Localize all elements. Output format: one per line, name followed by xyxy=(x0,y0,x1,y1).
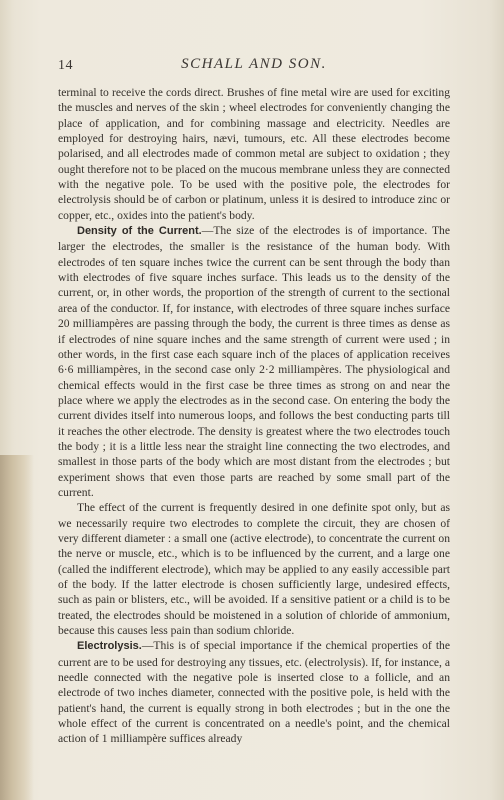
paragraph-effect-of-current xyxy=(58,500,450,638)
page-edge-stain xyxy=(0,455,34,800)
page-header xyxy=(58,56,450,78)
paragraph-text: —This is of special importance if the chemical properties of the current are to be used for destroying any tissues, etc. (electrolysis). If, for instance, a needle connected with the negative pole is inserted close to a follicle, and an electrode of two inches diameter, connected with the positive pole, is held with the patient's hand, the current is equally strong in both electrodes ; but in the one the whole effect of the current is concentrated on a needle's point, and the chemical action of 1 milliampère suffices already xyxy=(58,639,450,746)
section-heading-density: Density of the Current. xyxy=(77,225,202,238)
paragraph-text: terminal to receive the cords direct. Brushes of fine metal wire are used for exciting the muscles and nerves of the skin ; wheel electrodes for conveniently changing the place of application, and for combining massage and electricity. Needles are employed for destroying hairs, nævi, tumours, etc. All these electrodes become polarised, and all electrodes made of common metal are subject to oxidation ; they ought therefore not to be placed on the mucous membrane unless they are connected with the negative pole. To be used with the positive pole, the electrodes for electrolysis should be of carbon or platinum, unless it is desired to introduce zinc or copper, etc., oxides into the patient's body. xyxy=(58,86,450,222)
section-heading-electrolysis: Electrolysis. xyxy=(77,640,142,653)
page-number: 14 xyxy=(58,58,73,73)
paragraph-electrodes-continued xyxy=(58,85,450,223)
paragraph-density-of-current xyxy=(58,223,450,500)
body-text xyxy=(58,85,450,747)
paragraph-text: —The size of the electrodes is of importance. The larger the electrodes, the smaller is the resistance of the human body. With electrodes of ten square inches twice the current can be sent through the body than with electrodes of five square inches surface. This leads us to the density of the current, or, in other words, the proportion of the strength of current to the sectional area of the conductor. If, for instance, with electrodes of three square inches surface 20 milliampères are passing through the body, the current is three times as dense as if electrodes of nine square inches and the same strength of current were used ; in other words, in the first case each square inch of the places of application receives 6·6 milliampères, in the second case only 2·2 milliampères. The physiological and chemical effects would in the first case be three times as strong on and near the place where we apply the electrodes as in the second case. On entering the body the current divides itself into numerous loops, and follows the best conducting parts till it reaches the other electrode. The density is greatest where the two electrodes touch the body ; it is a little less near the straight line connecting the two electrodes, and smallest in those parts of the body which are most distant from the electrodes ; but experiment shows that even those parts are reached by some small part of the current. xyxy=(58,224,450,499)
paragraph-text: The effect of the current is frequently desired in one definite spot only, but as we necessarily require two electrodes to complete the circuit, they are chosen of very different diameter : a small one (active electrode), to concentrate the current on the nerve or muscle, etc., which is to be influenced by the current, and a large one (called the indifferent electrode), which may be applied to any easily accessible part of the body. If the latter electrode is chosen sufficiently large, undesired effects, such as pain or blisters, etc., will be avoided. If a sensitive patient or a child is to be treated, the electrodes should be moistened in a solution of chloride of ammonium, because this causes less pain than sodium chloride. xyxy=(58,501,450,638)
running-title: SCHALL AND SON. xyxy=(181,56,327,72)
paragraph-electrolysis xyxy=(58,638,450,746)
